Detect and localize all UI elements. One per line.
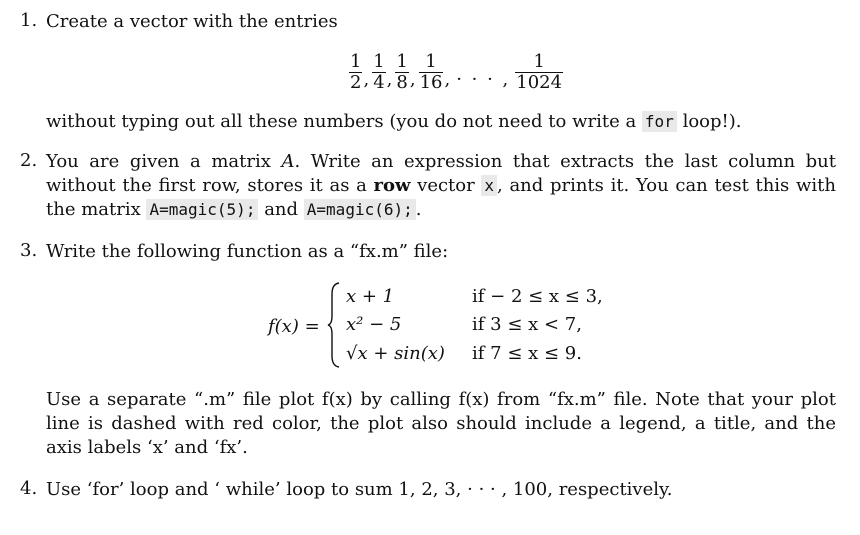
fraction: $\frac{1}{8}$ bbox=[396, 50, 408, 93]
case-expr-3: √x + sin(x) bbox=[346, 343, 445, 364]
case-cond-1: if − 2 ≤ x ≤ 3, bbox=[472, 286, 603, 307]
case-expr-1: x + 1 bbox=[346, 286, 395, 307]
fraction: $\frac{1}{2}$ bbox=[350, 50, 362, 93]
case-expr-2: x² − 5 bbox=[346, 314, 402, 335]
item-2 bbox=[20, 150, 836, 230]
item-1-intro: Create a vector with the entries bbox=[46, 11, 338, 32]
item-number: 3. bbox=[20, 240, 38, 261]
item-3-note bbox=[20, 388, 836, 468]
item-3-note-text: Use a separate “.m” file plot f(x) by calling f(x) from “fx.m” file. Note that your plot line is dashed with red color, the plot also should include a legend, a title, and the axis labels ‘x’ and ‘fx’. bbox=[46, 389, 836, 458]
item-1-tail bbox=[20, 110, 836, 136]
item-3-intro: Write the following function as a “fx.m” file: bbox=[46, 241, 449, 262]
fraction: $\frac{1}{4}$ bbox=[373, 50, 385, 93]
item-number: 2. bbox=[20, 150, 38, 171]
item-1-tail-text: without typing out all these numbers (you do not need to write a for loop!). bbox=[46, 111, 742, 132]
fraction: $\frac{1}{16}$ bbox=[419, 50, 443, 93]
bold-row: row bbox=[373, 175, 411, 196]
case-cond-2: if 3 ≤ x < 7, bbox=[472, 314, 582, 335]
item-3 bbox=[20, 240, 836, 266]
ellipsis: · · · , bbox=[456, 69, 511, 90]
item-2-text: You are given a matrix A. Write an expression that extracts the last column but without the first row, stores it as a row vector x , and prints it. You can test this with the matrix A=magic(5); and A=magic(6); . bbox=[46, 151, 836, 220]
code-magic5: A=magic(5); bbox=[146, 199, 258, 220]
fraction-last: $\frac{1}{1024}$ bbox=[516, 50, 563, 93]
code-magic6: A=magic(6); bbox=[304, 199, 416, 220]
function-lhs: f(x) = bbox=[268, 316, 320, 337]
left-brace bbox=[327, 282, 341, 368]
code-for: for bbox=[642, 111, 677, 132]
item-number: 1. bbox=[20, 10, 38, 31]
item-4-text: Use ‘for’ loop and ‘ while’ loop to sum 1, 2, 3, · · · , 100, respectively. bbox=[46, 479, 673, 500]
code-x: x bbox=[481, 175, 497, 196]
fraction-sequence: $\frac{1}{2}$ , $\frac{1}{4}$ , $\frac{1}{8}$ , $\frac{1}{16}$ , · · · , $\frac{1}{1024}$ bbox=[350, 50, 563, 93]
item-number: 4. bbox=[20, 478, 38, 499]
case-cond-3: if 7 ≤ x ≤ 9. bbox=[472, 343, 582, 364]
item-4 bbox=[20, 478, 836, 504]
